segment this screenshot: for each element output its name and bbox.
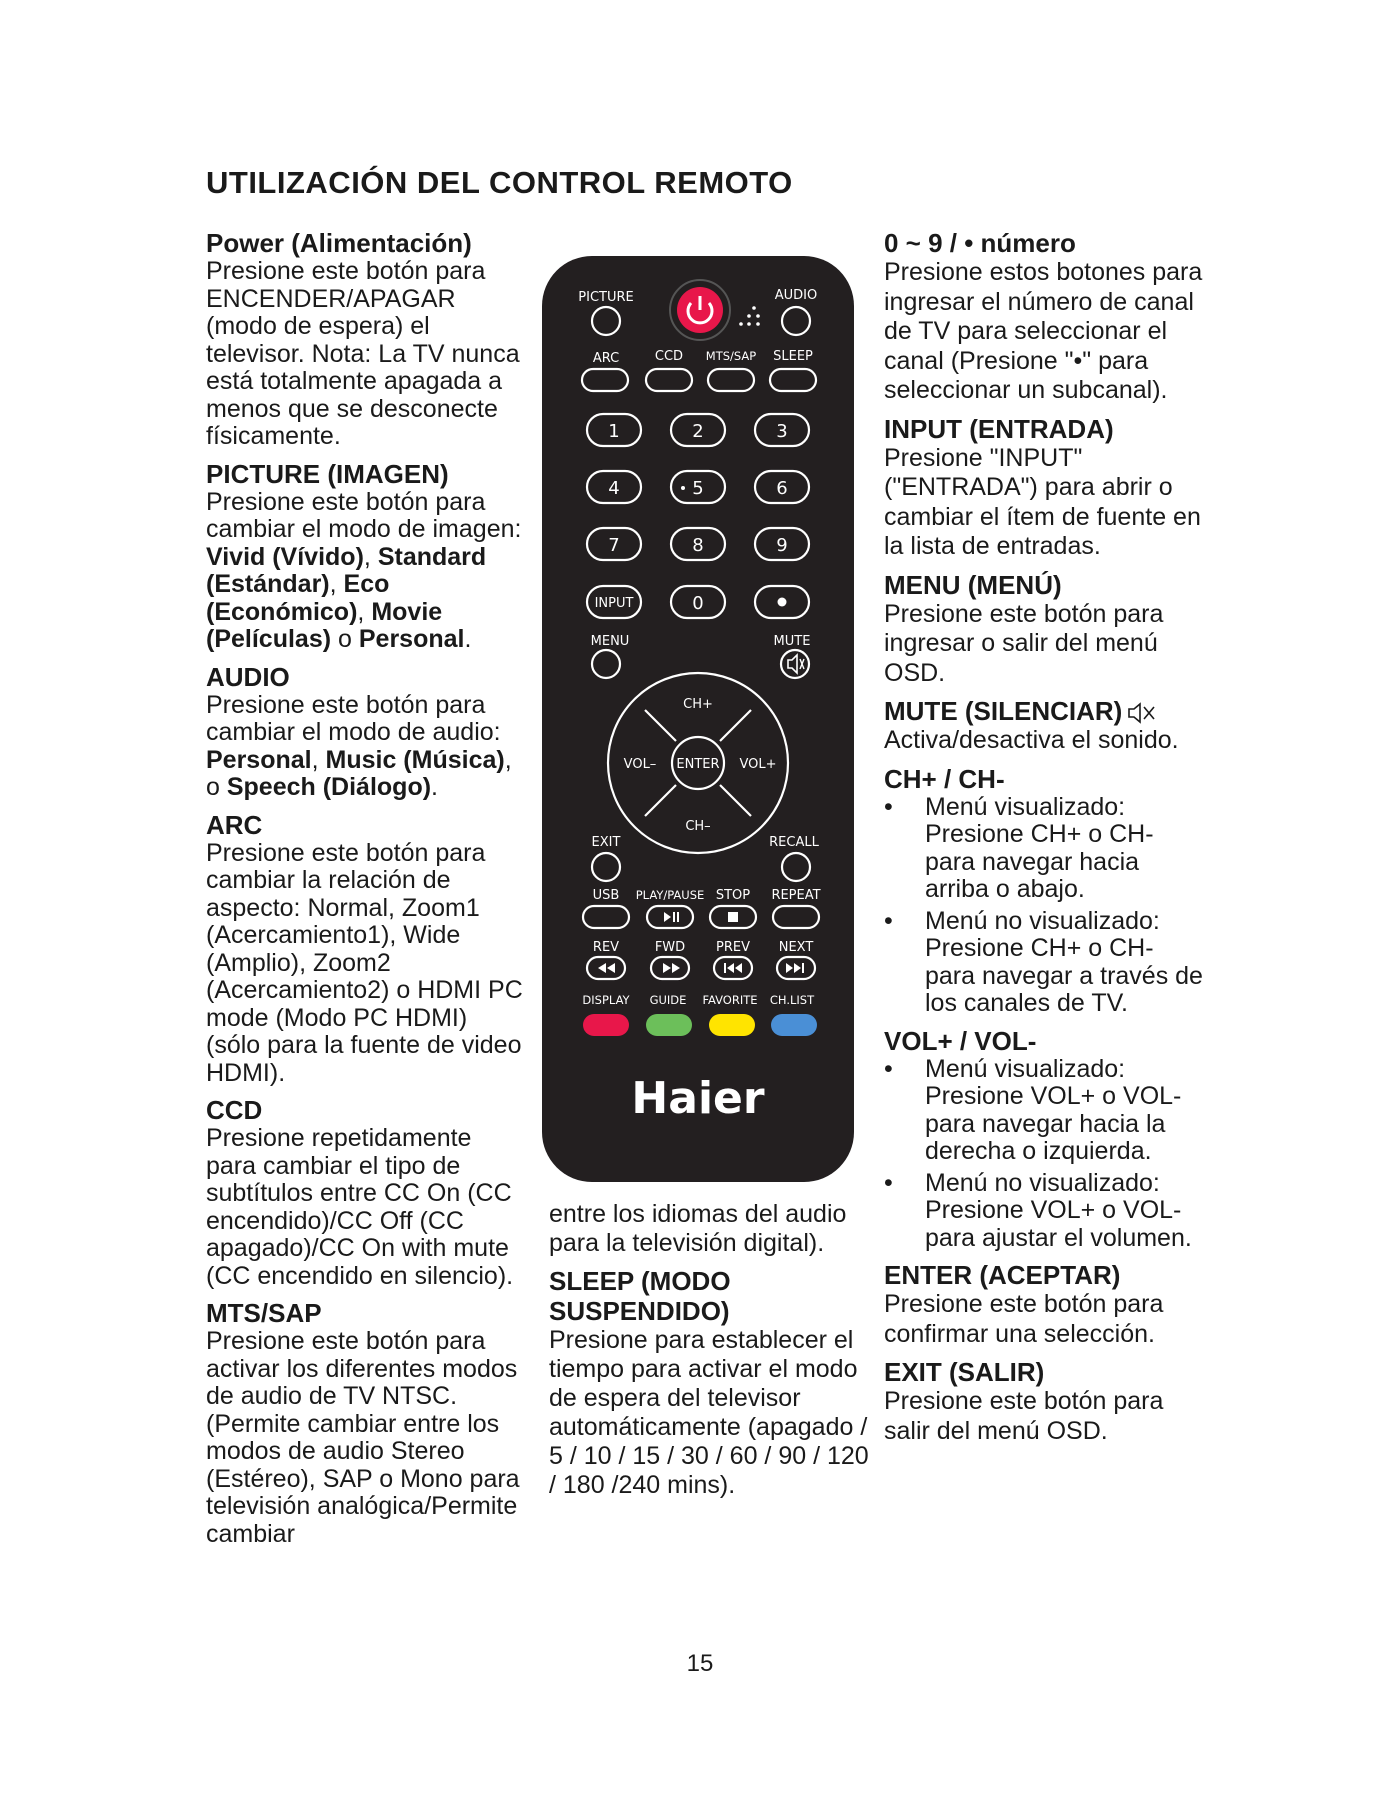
section-text: Presione este botón para salir del menú OSD.: [884, 1387, 1164, 1445]
section-text: Presione este botón para confirmar una selección.: [884, 1290, 1164, 1348]
continuation-text: entre los idiomas del audio para la televisión digital).: [549, 1200, 847, 1257]
bullet-list: [884, 1056, 1204, 1253]
remote-control-illustration: [540, 250, 856, 1186]
svg-text:5: 5: [692, 478, 704, 499]
repeat-label: REPEAT: [771, 888, 821, 903]
power-button[interactable]: [670, 280, 730, 340]
fwd-label: FWD: [654, 940, 686, 955]
play-pause-label: PLAY/PAUSE: [635, 888, 705, 902]
section-ccd: [206, 1095, 526, 1290]
svg-text:INPUT: INPUT: [594, 596, 634, 611]
section-menu: [884, 570, 1204, 689]
yellow-button[interactable]: [709, 1014, 755, 1036]
section-heading: CCD: [206, 1095, 263, 1125]
list-item: • Menú visualizado: Presione CH+ o CH- para navegar hacia arriba o abajo.: [884, 794, 1204, 904]
section-heading: EXIT (SALIR): [884, 1357, 1045, 1387]
page-number: 15: [686, 1650, 714, 1677]
list-item: • Menú no visualizado: Presione CH+ o CH- para navegar a través de los canales de TV.: [884, 908, 1204, 1018]
bullet-list: [884, 794, 1204, 1018]
right-column: [884, 228, 1204, 1454]
svg-text:3: 3: [776, 421, 788, 442]
recall-label: RECALL: [769, 835, 819, 850]
section-heading: MENU (MENÚ): [884, 569, 1062, 600]
display-label: DISPLAY: [582, 993, 630, 1007]
section-sleep: [549, 1266, 869, 1500]
svg-text:2: 2: [692, 421, 704, 442]
svg-text:4: 4: [608, 478, 620, 499]
section-text: [206, 692, 526, 802]
svg-text:1: 1: [608, 421, 620, 442]
text-bold: Vivid (Vívido): [206, 542, 364, 571]
section-text: Presione para establecer el tiempo para activar el modo de espera del televisor automáticamente (apagado / 5 / 10 / 15 / 30 / 60 / 90 / 120 / 180 /240 mins).: [549, 1326, 869, 1499]
sleep-label: SLEEP: [773, 349, 813, 364]
section-heading: ENTER (ACEPTAR): [884, 1260, 1121, 1290]
blue-button[interactable]: [771, 1014, 817, 1036]
section-heading: MUTE (SILENCIAR): [884, 696, 1123, 726]
section-mute: [884, 696, 1204, 756]
section-arc: [206, 810, 526, 1088]
section-numbers: [884, 228, 1204, 406]
svg-text:0: 0: [692, 593, 704, 614]
section-heading: INPUT (ENTRADA): [884, 413, 1114, 444]
section-audio: [206, 662, 526, 802]
text-run: o: [331, 625, 359, 653]
text-bold: Personal: [206, 745, 312, 774]
text-run: ,: [357, 597, 372, 626]
list-item: • Menú visualizado: Presione VOL+ o VOL- para navegar hacia la derecha o izquierda.: [884, 1056, 1204, 1166]
text-run: , o: [206, 745, 512, 801]
text-bold: Movie (Películas): [206, 597, 443, 653]
rev-label: REV: [592, 940, 620, 955]
mute-label: MUTE: [773, 634, 811, 649]
exit-label: EXIT: [591, 835, 621, 850]
guide-label: GUIDE: [649, 993, 687, 1007]
section-text: Presione este botón para ENCENDER/APAGAR (modo de espera) el televisor. Nota: La TV nunca está totalmente apagada a menos que se desconecte físicamente.: [206, 257, 520, 450]
section-text: Presione este botón para ingresar o salir del menú OSD.: [884, 599, 1164, 687]
text-bold: Standard (Estándar): [206, 542, 487, 598]
text-run: ,: [329, 570, 344, 598]
section-text: Presione repetidamente para cambiar el tipo de subtítulos entre CC On (CC encendido)/CC Off (CC apagado)/CC On with mute (CC encendido en silencio).: [206, 1124, 514, 1290]
svg-text:9: 9: [776, 535, 788, 556]
text-run: .: [464, 625, 472, 653]
list-item: • Menú no visualizado: Presione VOL+ o VOL- para ajustar el volumen.: [884, 1170, 1204, 1253]
section-heading: PICTURE (IMAGEN): [206, 458, 449, 489]
section-mts-sap: [206, 1298, 526, 1548]
vol-up-label[interactable]: VOL+: [739, 757, 777, 772]
svg-text:6: 6: [776, 478, 788, 499]
section-picture: [206, 459, 526, 654]
section-heading: SLEEP (MODO SUSPENDIDO): [549, 1266, 731, 1326]
section-text: Presione estos botones para ingresar el número de canal de TV para seleccionar el canal (Presione "•" para seleccionar un subcanal).: [884, 258, 1203, 404]
section-text: Activa/desactiva el sonido.: [884, 726, 1179, 754]
section-vol: [884, 1026, 1204, 1253]
section-heading: AUDIO: [206, 661, 290, 692]
stop-label: STOP: [715, 888, 751, 903]
favorite-label: FAVORITE: [702, 993, 758, 1007]
text-bold: Personal: [358, 625, 465, 653]
vol-down-label[interactable]: VOL–: [623, 757, 657, 772]
mute-icon: [1126, 701, 1156, 725]
text-run: Presione este botón para cambiar el modo de audio:: [206, 690, 501, 746]
text-run: ,: [363, 542, 378, 571]
enter-label: ENTER: [676, 757, 720, 772]
green-button[interactable]: [646, 1014, 692, 1036]
left-column: [206, 228, 526, 1556]
text-run: .: [431, 773, 438, 801]
section-enter: [884, 1260, 1204, 1349]
stop-icon: [728, 912, 738, 922]
picture-label: PICTURE: [578, 290, 634, 305]
section-heading: Power (Alimentación): [206, 228, 472, 258]
section-exit: [884, 1357, 1204, 1446]
ch-list-label: CH.LIST: [769, 993, 815, 1007]
section-power: [206, 228, 526, 451]
text-bold: Eco (Económico): [206, 570, 390, 626]
section-text: [206, 489, 526, 654]
page-title: UTILIZACIÓN DEL CONTROL REMOTO: [206, 165, 793, 200]
next-label: NEXT: [778, 940, 814, 955]
svg-text:8: 8: [692, 535, 704, 556]
prev-label: PREV: [716, 940, 750, 955]
section-heading: ARC: [206, 809, 263, 840]
remote-body: [542, 256, 854, 1182]
text-bold: Music (Música): [325, 745, 505, 774]
menu-label: MENU: [590, 634, 630, 649]
text-run: Presione este botón para cambiar el modo de imagen:: [206, 487, 522, 543]
text-run: ,: [311, 745, 326, 774]
section-heading-row: [884, 696, 1204, 726]
brand-logo: Haier: [631, 1073, 765, 1124]
ch-up-label[interactable]: CH+: [683, 697, 713, 712]
section-text: Presione este botón para activar los diferentes modos de audio de TV NTSC. (Permite cambiar entre los modos de audio Stereo (Estéreo), SAP o Mono para televisión analógica/Permite cambiar: [206, 1327, 520, 1548]
audio-label: AUDIO: [774, 288, 818, 303]
ch-down-label[interactable]: CH–: [685, 819, 711, 834]
mts-sap-label: MTS/SAP: [705, 349, 757, 363]
section-heading: 0 ~ 9 / • número: [884, 228, 1076, 258]
middle-column: [549, 1200, 869, 1508]
section-ch: [884, 764, 1204, 1018]
section-input: [884, 414, 1204, 562]
section-text: Presione este botón para cambiar la relación de aspecto: Normal, Zoom1 (Acercamiento1), Wide (Amplio), Zoom2 (Acercamiento2) o HDMI PC mode (Modo PC HDMI) (sólo para la fuente de video HDMI).: [206, 838, 523, 1087]
ccd-label: CCD: [654, 349, 684, 364]
usb-label: USB: [592, 888, 620, 903]
section-text: Presione "INPUT" ("ENTRADA") para abrir o cambiar el ítem de fuente en la lista de entradas.: [884, 443, 1201, 560]
navigation-pad: [608, 673, 788, 853]
arc-label: ARC: [592, 351, 620, 366]
svg-text:7: 7: [608, 535, 620, 556]
section-heading: VOL+ / VOL-: [884, 1025, 1037, 1056]
text-bold: Speech (Diálogo): [226, 773, 432, 801]
section-heading: MTS/SAP: [206, 1298, 322, 1328]
red-button[interactable]: [583, 1014, 629, 1036]
section-heading: CH+ / CH-: [884, 763, 1005, 794]
